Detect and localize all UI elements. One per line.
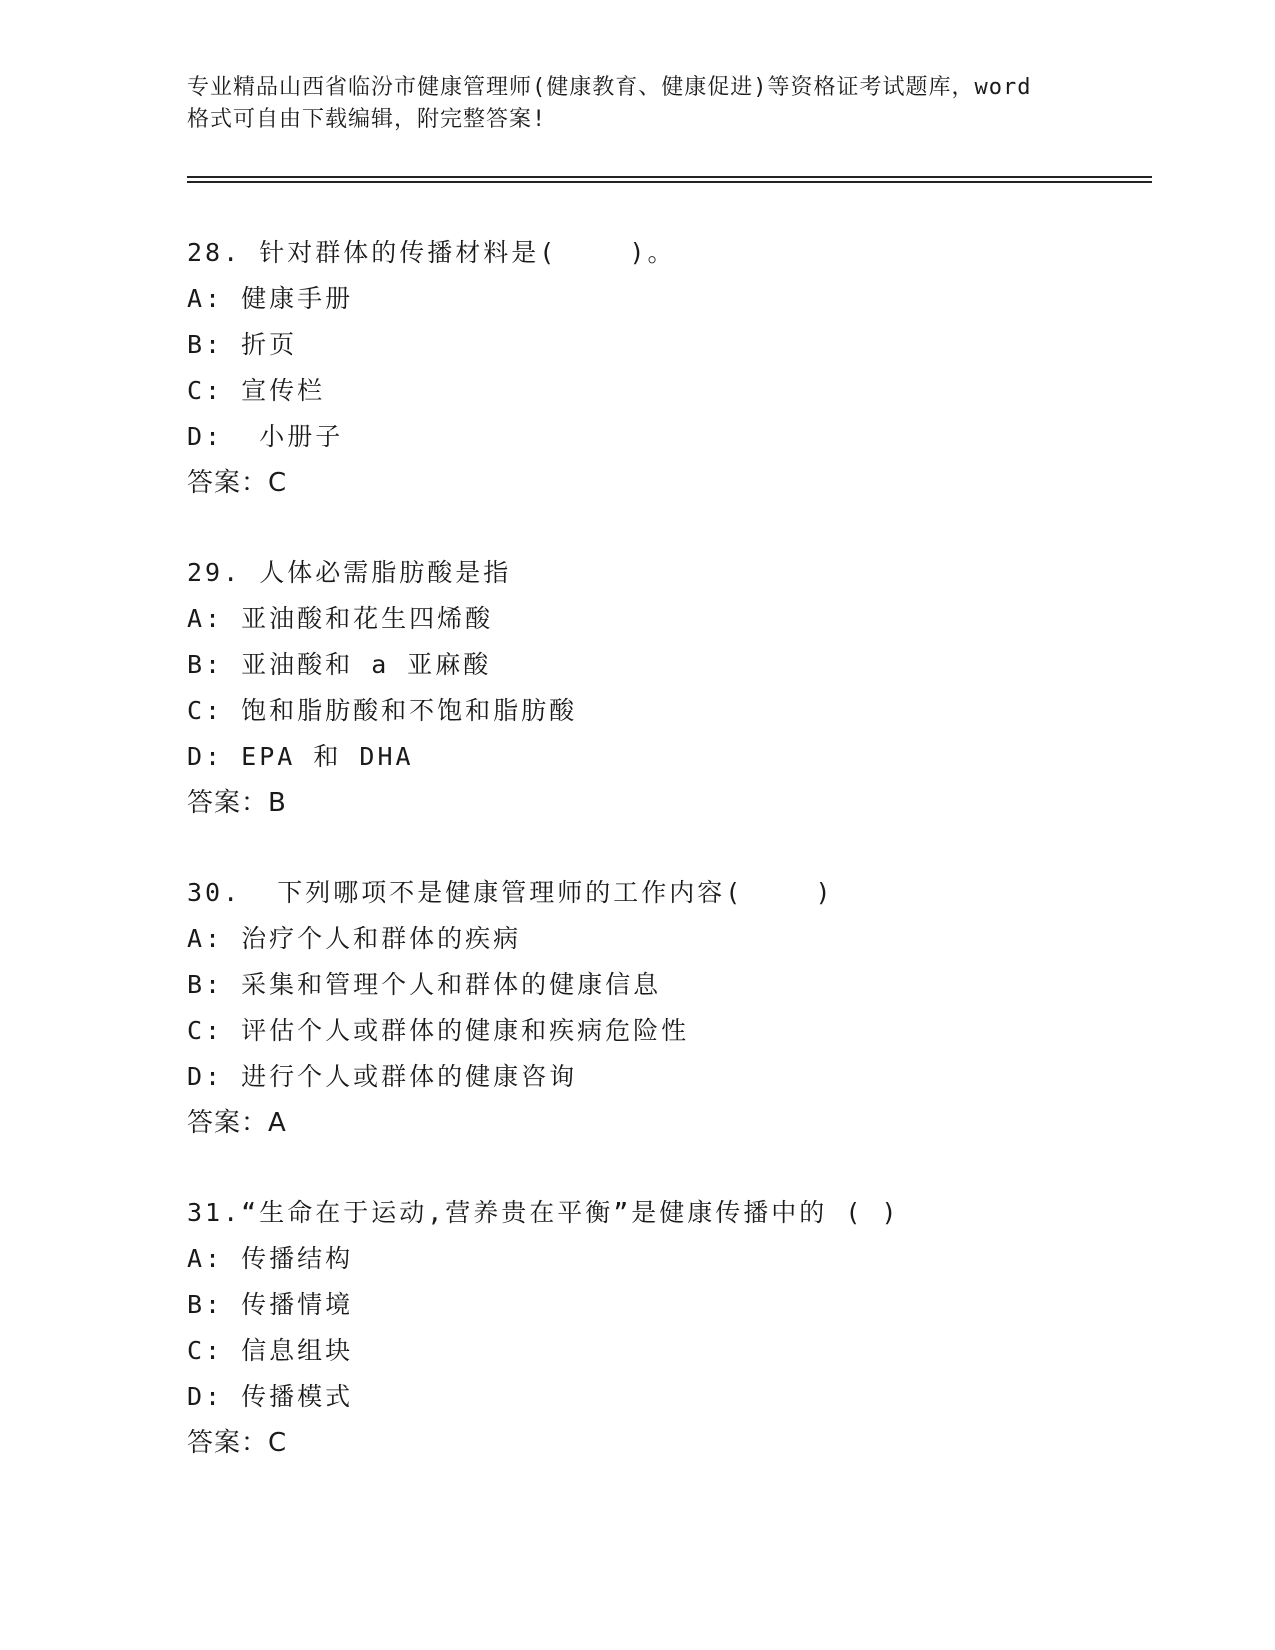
- header-line-1: 专业精品山西省临汾市健康管理师(健康教育、健康促进)等资格证考试题库，word: [187, 75, 1032, 100]
- option-d: D: 进行个人或群体的健康咨询: [187, 1062, 578, 1091]
- header-line-2: 格式可自由下载编辑，附完整答案!: [187, 107, 547, 132]
- question-stem: 29. 人体必需脂肪酸是指: [187, 558, 512, 587]
- option-a: A: 亚油酸和花生四烯酸: [187, 604, 494, 633]
- option-b: B: 采集和管理个人和群体的健康信息: [187, 970, 662, 999]
- option-c: C: 宣传栏: [187, 376, 326, 405]
- question-block: [187, 1190, 1187, 1466]
- header-divider-top: [187, 176, 1152, 178]
- answer-line: 答案：C: [187, 1428, 288, 1458]
- option-a: A: 健康手册: [187, 284, 354, 313]
- option-a: A: 治疗个人和群体的疾病: [187, 924, 522, 953]
- question-stem: 28. 针对群体的传播材料是( )。: [187, 238, 676, 267]
- option-b: B: 折页: [187, 330, 298, 359]
- question-stem: 31.“生命在于运动,营养贵在平衡”是健康传播中的 ( ): [187, 1198, 900, 1227]
- option-a: A: 传播结构: [187, 1244, 354, 1273]
- header-divider-bottom: [187, 181, 1152, 183]
- question-stem: 30. 下列哪项不是健康管理师的工作内容( ): [187, 878, 834, 907]
- option-d: D: EPA 和 DHA: [187, 742, 414, 771]
- answer-line: 答案：B: [187, 788, 287, 818]
- option-c: C: 评估个人或群体的健康和疾病危险性: [187, 1016, 690, 1045]
- option-b: B: 传播情境: [187, 1290, 354, 1319]
- question-block: [187, 870, 1187, 1146]
- option-b: B: 亚油酸和 a 亚麻酸: [187, 650, 492, 679]
- option-c: C: 饱和脂肪酸和不饱和脂肪酸: [187, 696, 578, 725]
- answer-line: 答案：C: [187, 468, 288, 498]
- option-c: C: 信息组块: [187, 1336, 354, 1365]
- option-d: D: 小册子: [187, 422, 344, 451]
- document-header: [187, 72, 1087, 136]
- question-block: [187, 230, 1187, 506]
- option-d: D: 传播模式: [187, 1382, 354, 1411]
- question-block: [187, 550, 1187, 826]
- answer-line: 答案：A: [187, 1108, 287, 1138]
